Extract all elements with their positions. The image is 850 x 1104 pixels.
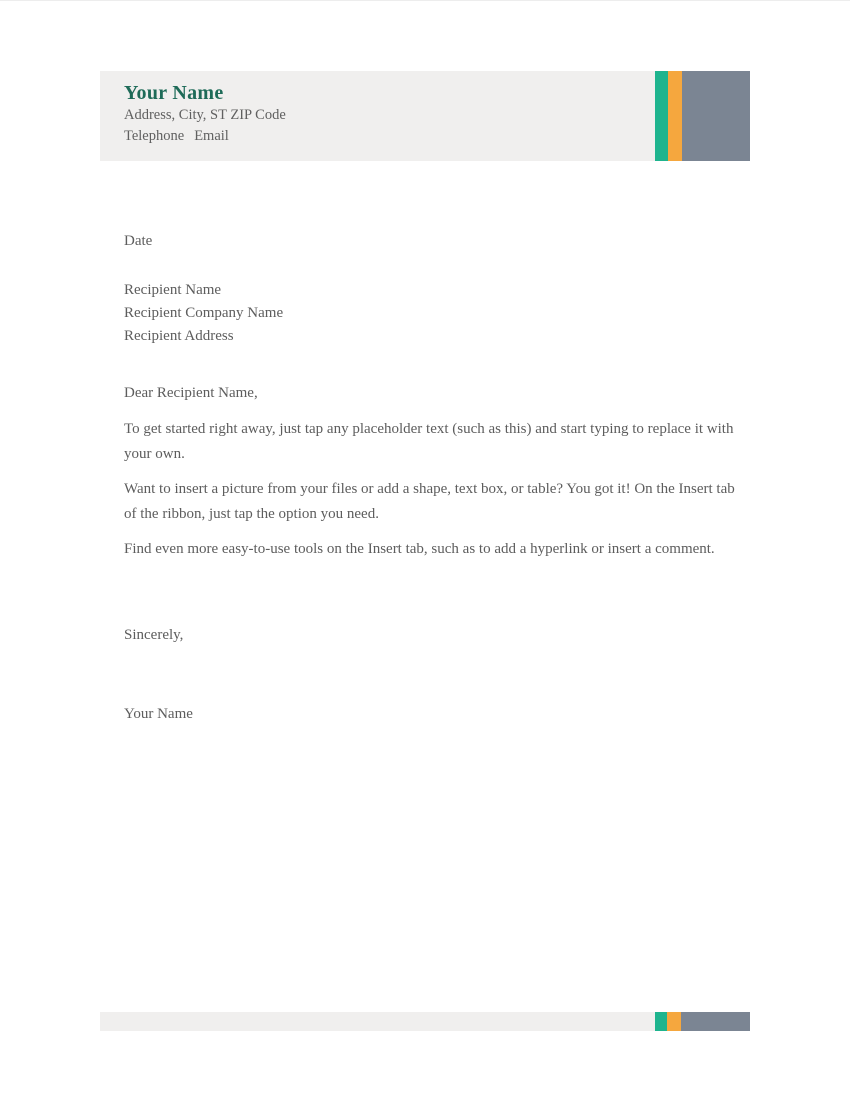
letterhead-accent-block-gray — [682, 71, 750, 161]
sender-name-placeholder[interactable]: Your Name — [124, 82, 224, 104]
salutation-placeholder[interactable]: Dear Recipient Name, — [124, 385, 258, 401]
letterhead-accent-stripe-orange — [668, 71, 682, 161]
recipient-address-placeholder[interactable]: Recipient Address — [124, 328, 234, 344]
recipient-name-placeholder[interactable]: Recipient Name — [124, 282, 222, 298]
sender-telephone-placeholder[interactable]: Telephone — [124, 128, 185, 144]
date-placeholder[interactable]: Date — [124, 233, 153, 249]
body-paragraph-1[interactable]: To get started right away, just tap any placeholder text (such as this) and start typing to replace it with your own. — [124, 421, 734, 462]
footer-accent-block-gray — [681, 1012, 750, 1031]
closing-placeholder[interactable]: Sincerely, — [124, 627, 184, 643]
footer-accent-stripe-orange — [667, 1012, 681, 1031]
sender-email-placeholder[interactable]: Email — [194, 128, 229, 144]
sender-contact-line — [124, 128, 229, 145]
recipient-block — [124, 279, 746, 348]
footer-band — [100, 1012, 655, 1031]
body-paragraph-3[interactable]: Find even more easy-to-use tools on the Insert tab, such as to add a hyperlink or insert a comment. — [124, 541, 715, 557]
signature-name-placeholder[interactable]: Your Name — [124, 706, 193, 722]
recipient-company-placeholder[interactable]: Recipient Company Name — [124, 305, 284, 321]
sender-address-placeholder[interactable]: Address, City, ST ZIP Code — [124, 107, 286, 123]
body-paragraph-2[interactable]: Want to insert a picture from your files or add a shape, text box, or table? You got it! On the Insert tab of the ribbon, just tap the option you need. — [124, 481, 735, 522]
footer-accent-stripe-green — [655, 1012, 667, 1031]
letterhead-accent-stripe-green — [655, 71, 668, 161]
